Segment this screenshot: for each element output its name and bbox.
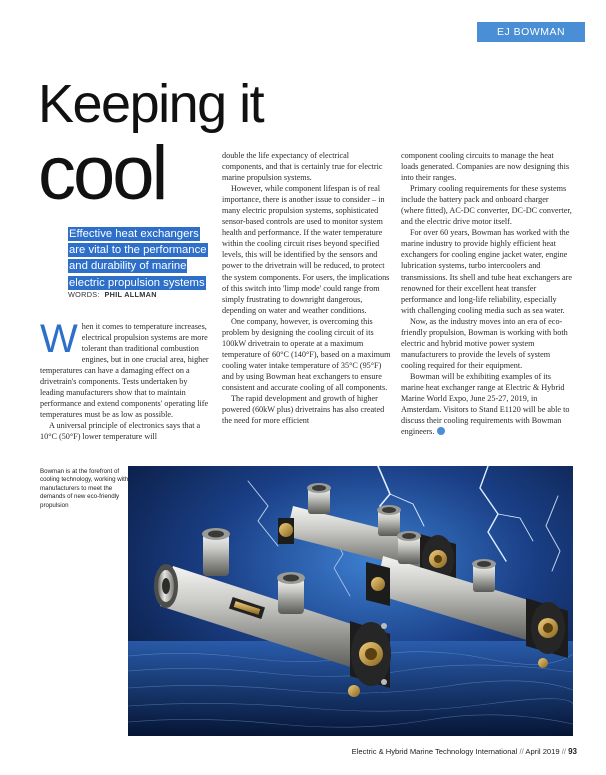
byline-author: PHIL ALLMAN — [104, 290, 157, 299]
byline — [68, 290, 157, 299]
paragraph: component cooling circuits to manage the heat loads generated. Companies are now designing this into their ranges. — [401, 151, 570, 183]
paragraph: One company, however, is overcoming this problem by designing the cooling circuit of its 100kW drivetrain to operate at a maximum temperature of 60°C (140°F), based on a maximum cooling water intake temperature of 35°C (95°F) and by using Bowman heat exchangers to ensure consistent and accurate cooling of all components. — [222, 316, 391, 392]
paragraph: A universal principle of electronics says that a 10°C (50°F) lower temperature will — [40, 421, 201, 442]
paragraph: Primary cooling requirements for these systems include the battery pack and onboard charger (where fitted), AC-DC converter, DC-DC converter, and the electric drive motor itself. — [401, 184, 572, 227]
footer-date: April 2019 — [525, 747, 560, 756]
standfirst — [68, 226, 210, 291]
paragraph: double the life expectancy of electrical components, and that is certainly true for electric marine propulsion systems. — [222, 151, 383, 183]
drop-cap: W — [40, 317, 78, 361]
footer-separator: // — [519, 747, 524, 756]
section-tag: EJ BOWMAN — [477, 22, 585, 42]
photo-caption: Bowman is at the forefront of cooling technology, working with manufacturers to meet the demands of new eco-friendly propulsion — [40, 468, 129, 509]
footer-publication: Electric & Hybrid Marine Technology International — [351, 747, 518, 756]
article-column-2 — [222, 150, 392, 426]
paragraph: Now, as the industry moves into an era of eco-friendly propulsion, Bowman is working with both electric and hybrid motive power system manufacturers to provide the levels of system cooling required for their equipment. — [401, 316, 568, 370]
headline-line-2: cool — [38, 131, 166, 216]
heat-exchanger-photo — [128, 466, 573, 736]
byline-label: WORDS: — [68, 290, 100, 299]
paragraph: However, while component lifespan is of real importance, there is another issue to consider – in many electric propulsion systems, sophisticated sensor-based controls are used to monitor system health and performance. If the water temperature within the cooling circuit rises beyond specified levels, this will be identified by the sensors and power to the drivetrain will be reduced, to protect the system components. For users, the implications of this switch into 'limp mode' could range from simply frustrating to downright dangerous, depending on water and weather conditions. — [222, 184, 390, 315]
paragraph: For over 60 years, Bowman has worked with the marine industry to provide highly efficient heat exchangers for cooling engine jacket water, engine lubrication systems, turbo intercoolers and transmissions. Its shell and tube heat exchangers are renowned for their excellent heat transfer performance and long-life reliability, especially with challenging cooling media such as sea water. — [401, 228, 572, 315]
page-footer — [330, 747, 577, 756]
paragraph: hen it comes to temperature increases, electrical propulsion systems are more tolerant than traditional combustion engines, but in one crucial area, higher temperatures can have a damaging effect on a drivetrain's components. Tests undertaken by leading manufacturers show that to maintain performance and extend components' operating life temperatures must be as low as possible. — [40, 322, 209, 420]
end-mark-icon — [437, 427, 445, 435]
article-column-1 — [40, 317, 212, 443]
paragraph-final — [401, 371, 573, 437]
page-number: 93 — [568, 747, 577, 756]
paragraph: The rapid development and growth of higher powered (60kW plus) drivetrains has also created the need for more efficient — [222, 394, 385, 426]
standfirst-text: Effective heat exchangers are vital to the performance and durability of marine electric propulsion systems — [69, 228, 207, 289]
headline-line-1: Keeping it — [38, 74, 264, 134]
paragraph-text: Bowman will be exhibiting examples of its marine heat exchanger range at Electric & Hybrid Marine World Expo, June 25-27, 2019, in Amsterdam. Visitors to Stand E1120 will be able to discuss their cooling requirements with Bowman engineers. — [401, 371, 570, 437]
article-column-3 — [401, 150, 573, 437]
footer-separator: // — [561, 747, 566, 756]
